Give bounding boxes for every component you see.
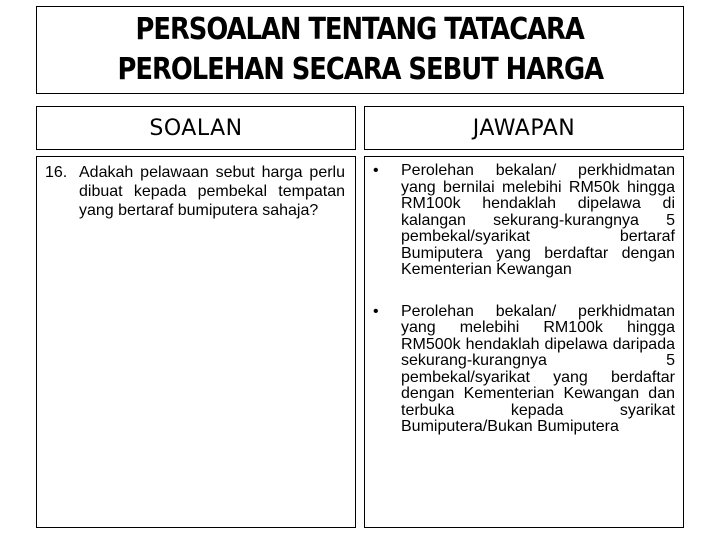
answer-text: Perolehan bekalan/ perkhidmatan yang melebihi RM100k hingga RM500k hendaklah dipelawa daripada sekurang-kurangnya 5 pembekal/syarikat yang berdaftar dengan Kementerian Kewangan dan terbuka kepada syarikat Bumiputera/Bukan Bumiputera [401,302,675,435]
answer-list [373,163,675,461]
answer-item [373,304,675,436]
question-header-label: SOALAN [149,115,243,141]
answer-header-label: JAWAPAN [472,115,576,141]
question-number: 16. [45,164,68,181]
answer-header [364,106,684,150]
title-line-1: PERSOALAN TENTANG TATACARA [135,12,585,47]
title-box [36,6,684,94]
answer-panel [364,156,684,528]
bullet-icon: • [373,162,379,179]
answer-text: Perolehan bekalan/ perkhidmatan yang bernilai melebihi RM50k hingga RM100k hendaklah dipelawa di kalangan sekurang-kurangnya 5 pembekal/syarikat bertaraf Bumiputera yang berdaftar dengan Kementerian Kewangan [401,162,675,278]
title-line-2: PEROLEHAN SECARA SEBUT HARGA [117,52,603,87]
question-item [45,163,345,220]
question-panel [36,156,356,528]
bullet-icon: • [373,302,379,320]
answer-item [373,163,675,279]
question-text: Adakah pelawaan sebut harga perlu dibuat kepada pembekal tempatan yang bertaraf bumiputera sahaja? [79,164,345,219]
question-header [36,106,356,150]
